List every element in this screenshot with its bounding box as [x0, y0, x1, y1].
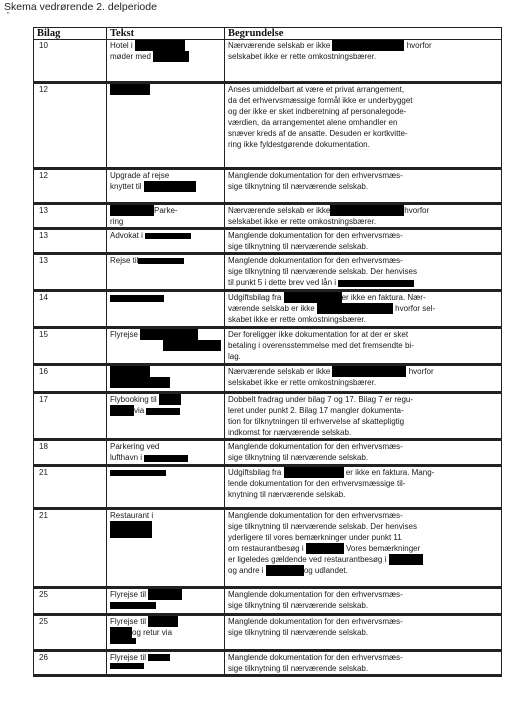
redaction-block: [144, 455, 188, 462]
begrundelse-text: og der ikke er sket indberetning af personalegode-: [228, 107, 407, 116]
begrundelse-text: sige tilknytning til nærværende selskab.: [228, 628, 369, 637]
begrundelse-text: knytning til nærværende selskab.: [228, 490, 346, 499]
bilag-cell: 13: [34, 254, 107, 291]
tekst-text: ring: [110, 217, 124, 226]
begrundelse-cell: [225, 393, 502, 440]
bilag-cell: 25: [34, 588, 107, 615]
schema-table: [33, 27, 502, 677]
begrundelse-text: sige tilknytning til nærværende selskab.: [228, 453, 369, 462]
bilag-cell: 13: [34, 204, 107, 229]
tekst-cell: [107, 229, 225, 254]
bilag-cell: 16: [34, 365, 107, 393]
begrundelse-cell: [225, 588, 502, 615]
bilag-cell: 26: [34, 651, 107, 676]
redaction-block: [145, 233, 191, 239]
bilag-cell: 15: [34, 328, 107, 365]
begrundelse-text: er ligeledes gældende ved restaurantbesøg i: [228, 555, 389, 564]
redaction-block: [110, 205, 154, 216]
redaction-block: [110, 295, 164, 302]
tekst-cell: [107, 588, 225, 615]
redaction-block: [317, 303, 393, 314]
begrundelse-cell: [225, 651, 502, 676]
begrundelse-text: sige tilknytning til nærværende selskab.: [228, 242, 369, 251]
tekst-cell: [107, 509, 225, 588]
tekst-cell: [107, 328, 225, 365]
redaction-block: [110, 521, 152, 532]
table-row: [34, 466, 502, 509]
bilag-cell: 25: [34, 615, 107, 651]
begrundelse-text: værdien, da arrangementet alene omhandler en: [228, 118, 398, 127]
begrundelse-text: hvorfor sel-: [395, 304, 436, 313]
begrundelse-text: og udlandet.: [303, 566, 348, 575]
redaction-block: [146, 408, 180, 415]
redaction-block: [135, 40, 185, 51]
tekst-text: Flybooking til: [110, 395, 159, 404]
begrundelse-text: Nærværende selskab er ikke: [228, 367, 333, 376]
redaction-block: [110, 638, 136, 644]
table-row: [34, 588, 502, 615]
redaction-block: [110, 366, 150, 377]
redaction-block: [110, 663, 144, 669]
bilag-cell: 13: [34, 229, 107, 254]
table-row: [34, 393, 502, 440]
begrundelse-text: Manglende dokumentation for den erhvervsmæs-: [228, 590, 403, 599]
begrundelse-text: selskabet ikke er rette omkostningsbærer.: [228, 378, 377, 387]
redaction-block: [110, 84, 150, 95]
begrundelse-cell: [225, 229, 502, 254]
bilag-cell: 14: [34, 291, 107, 328]
begrundelse-text: skabet ikke er rette omkostningsbærer.: [228, 315, 366, 324]
begrundelse-text: ring ikke fyldestgørende dokumentation.: [228, 140, 370, 149]
redaction-block: [389, 554, 423, 565]
title-footnote-mark: ": [7, 12, 10, 19]
tekst-text: Rejse til: [110, 256, 139, 265]
tekst-text: knyttet til: [110, 182, 144, 191]
tekst-cell: [107, 393, 225, 440]
begrundelse-cell: [225, 466, 502, 509]
table-row: [34, 291, 502, 328]
begrundelse-text: Manglende dokumentation for den erhvervsmæs-: [228, 511, 403, 520]
header-tekst: Tekst: [107, 28, 225, 40]
begrundelse-text: Manglende dokumentation for den erhvervsmæs-: [228, 617, 403, 626]
bilag-cell: 18: [34, 440, 107, 466]
redaction-block: [266, 565, 304, 576]
redaction-block: [110, 627, 132, 638]
tekst-cell: [107, 440, 225, 466]
redaction-block: [306, 543, 344, 554]
tekst-cell: [107, 291, 225, 328]
redaction-block: [138, 258, 184, 264]
tekst-text: lufthavn i: [110, 453, 145, 462]
begrundelse-cell: [225, 615, 502, 651]
tekst-text: Upgrade af rejse: [110, 171, 170, 180]
begrundelse-cell: [225, 83, 502, 169]
redaction-block: [332, 40, 404, 51]
tekst-text: Parke-: [154, 206, 178, 215]
begrundelse-text: er ikke en faktura. Nær-: [341, 293, 426, 302]
begrundelse-text: Vores bemærkninger: [343, 544, 421, 553]
begrundelse-text: lende dokumentation for den erhvervsmæssige til-: [228, 479, 406, 488]
tekst-text: via: [134, 406, 147, 415]
begrundelse-text: sige tilknytning til nærværende selskab.: [228, 601, 369, 610]
begrundelse-text: snæver kreds af de ansatte. Desuden er kortkvitte-: [228, 129, 408, 138]
begrundelse-cell: [225, 254, 502, 291]
begrundelse-text: om restaurantbesøg i: [228, 544, 306, 553]
begrundelse-text: Nærværende selskab er ikke: [228, 41, 333, 50]
redaction-block: [144, 181, 196, 192]
table-row: [34, 365, 502, 393]
redaction-block: [110, 470, 166, 476]
redaction-block: [338, 280, 414, 287]
begrundelse-text: Manglende dokumentation for den erhvervsmæs-: [228, 171, 403, 180]
bilag-cell: 17: [34, 393, 107, 440]
redaction-block: [110, 532, 152, 538]
redaction-block: [110, 377, 170, 388]
begrundelse-text: da det erhvervsmæssige formål ikke er underbygget: [228, 96, 413, 105]
tekst-text: Hotel i: [110, 41, 135, 50]
begrundelse-text: Manglende dokumentation for den erhvervsmæs-: [228, 256, 403, 265]
redaction-block: [284, 467, 344, 478]
tekst-cell: [107, 466, 225, 509]
tekst-text: og retur via: [132, 628, 173, 637]
redaction-block: [330, 205, 404, 216]
table-row: [34, 204, 502, 229]
bilag-cell: 12: [34, 83, 107, 169]
begrundelse-text: hvorfor: [406, 41, 432, 50]
begrundelse-text: sige tilknytning til nærværende selskab.: [228, 182, 369, 191]
table-row: [34, 169, 502, 204]
table-header-row: [34, 28, 502, 40]
begrundelse-text: Manglende dokumentation for den erhvervsmæs-: [228, 653, 403, 662]
begrundelse-text: Der foreligger ikke dokumentation for at der er sket: [228, 330, 409, 339]
begrundelse-text: sige tilknytning til nærværende selskab. Der henvises: [228, 267, 417, 276]
tekst-cell: [107, 651, 225, 676]
tekst-cell: [107, 40, 225, 83]
begrundelse-text: tion for tilknytningen til erhvervelse af skattepligtig: [228, 417, 405, 426]
begrundelse-text: værende selskab er ikke: [228, 304, 317, 313]
header-begrundelse: Begrundelse: [225, 28, 502, 40]
redaction-block: [140, 329, 198, 340]
begrundelse-cell: [225, 204, 502, 229]
begrundelse-text: og andre i: [228, 566, 266, 575]
begrundelse-text: Manglende dokumentation for den erhvervsmæs-: [228, 442, 403, 451]
begrundelse-text: betaling i overensstemmelse med det fremsendte bi-: [228, 341, 414, 350]
table-row: [34, 254, 502, 291]
begrundelse-text: hvorfor: [404, 206, 430, 215]
begrundelse-cell: [225, 40, 502, 83]
header-bilag: Bilag: [34, 28, 107, 40]
bilag-cell: 21: [34, 466, 107, 509]
tekst-text: Flyrejse til: [110, 653, 149, 662]
bilag-cell: 12: [34, 169, 107, 204]
tekst-text: Restaurant i: [110, 511, 154, 520]
bilag-cell: 10: [34, 40, 107, 83]
begrundelse-text: er ikke en faktura. Mang-: [345, 468, 435, 477]
redaction-block: [153, 51, 189, 62]
redaction-block: [148, 616, 178, 627]
begrundelse-text: indkomst for nærværende selskab.: [228, 428, 352, 437]
begrundelse-text: Dobbelt fradrag under bilag 7 og 17. Bilag 7 er regu-: [228, 395, 414, 404]
table-row: [34, 440, 502, 466]
redaction-block: [159, 394, 181, 405]
tekst-cell: [107, 615, 225, 651]
begrundelse-text: hvorfor: [408, 367, 434, 376]
redaction-block: [110, 405, 134, 416]
begrundelse-text: selskabet ikke er rette omkostningsbærer.: [228, 217, 377, 226]
bilag-cell: 21: [34, 509, 107, 588]
tekst-text: Parkering ved: [110, 442, 160, 451]
begrundelse-cell: [225, 440, 502, 466]
begrundelse-text: lag.: [228, 352, 241, 361]
table-row: [34, 229, 502, 254]
begrundelse-cell: [225, 169, 502, 204]
begrundelse-cell: [225, 328, 502, 365]
begrundelse-text: til punkt 5 i dette brev ved lån i: [228, 278, 339, 287]
tekst-text: Flyrejse til: [110, 617, 149, 626]
begrundelse-cell: [225, 509, 502, 588]
table-row: [34, 615, 502, 651]
begrundelse-text: Nærværende selskab er ikke: [228, 206, 331, 215]
begrundelse-text: sige tilknytning til nærværende selskab. Der henvises: [228, 522, 417, 531]
tekst-text: Advokat i: [110, 231, 146, 240]
begrundelse-text: sige tilknytning til nærværende selskab.: [228, 664, 369, 673]
table-row: [34, 40, 502, 83]
redaction-block: [163, 340, 221, 351]
tekst-text: møder med: [110, 52, 154, 61]
tekst-text: Flyrejse: [110, 330, 141, 339]
table-row: [34, 509, 502, 588]
redaction-block: [110, 602, 156, 609]
begrundelse-text: Udgiftsbilag fra: [228, 468, 284, 477]
tekst-cell: [107, 365, 225, 393]
page-title: Skema vedrørende 2. delperiode: [4, 1, 157, 13]
tekst-cell: [107, 204, 225, 229]
redaction-block: [148, 589, 182, 600]
tekst-cell: [107, 254, 225, 291]
redaction-block: [332, 366, 406, 377]
begrundelse-text: Manglende dokumentation for den erhvervsmæs-: [228, 231, 403, 240]
begrundelse-cell: [225, 291, 502, 328]
begrundelse-text: yderligere til vores bemærkninger under punkt 11: [228, 533, 402, 542]
table-row: [34, 328, 502, 365]
tekst-text: Flyrejse til: [110, 590, 149, 599]
redaction-block: [148, 654, 170, 661]
begrundelse-text: selskabet ikke er rette omkostningsbærer.: [228, 52, 377, 61]
begrundelse-cell: [225, 365, 502, 393]
begrundelse-text: Udgiftsbilag fra: [228, 293, 284, 302]
redaction-block: [284, 292, 342, 303]
begrundelse-text: Anses umiddelbart at være et privat arrangement,: [228, 85, 405, 94]
tekst-cell: [107, 83, 225, 169]
table-row: [34, 651, 502, 676]
tekst-cell: [107, 169, 225, 204]
begrundelse-text: leret under punkt 2. Bilag 17 mangler dokumenta-: [228, 406, 404, 415]
table-row: [34, 83, 502, 169]
